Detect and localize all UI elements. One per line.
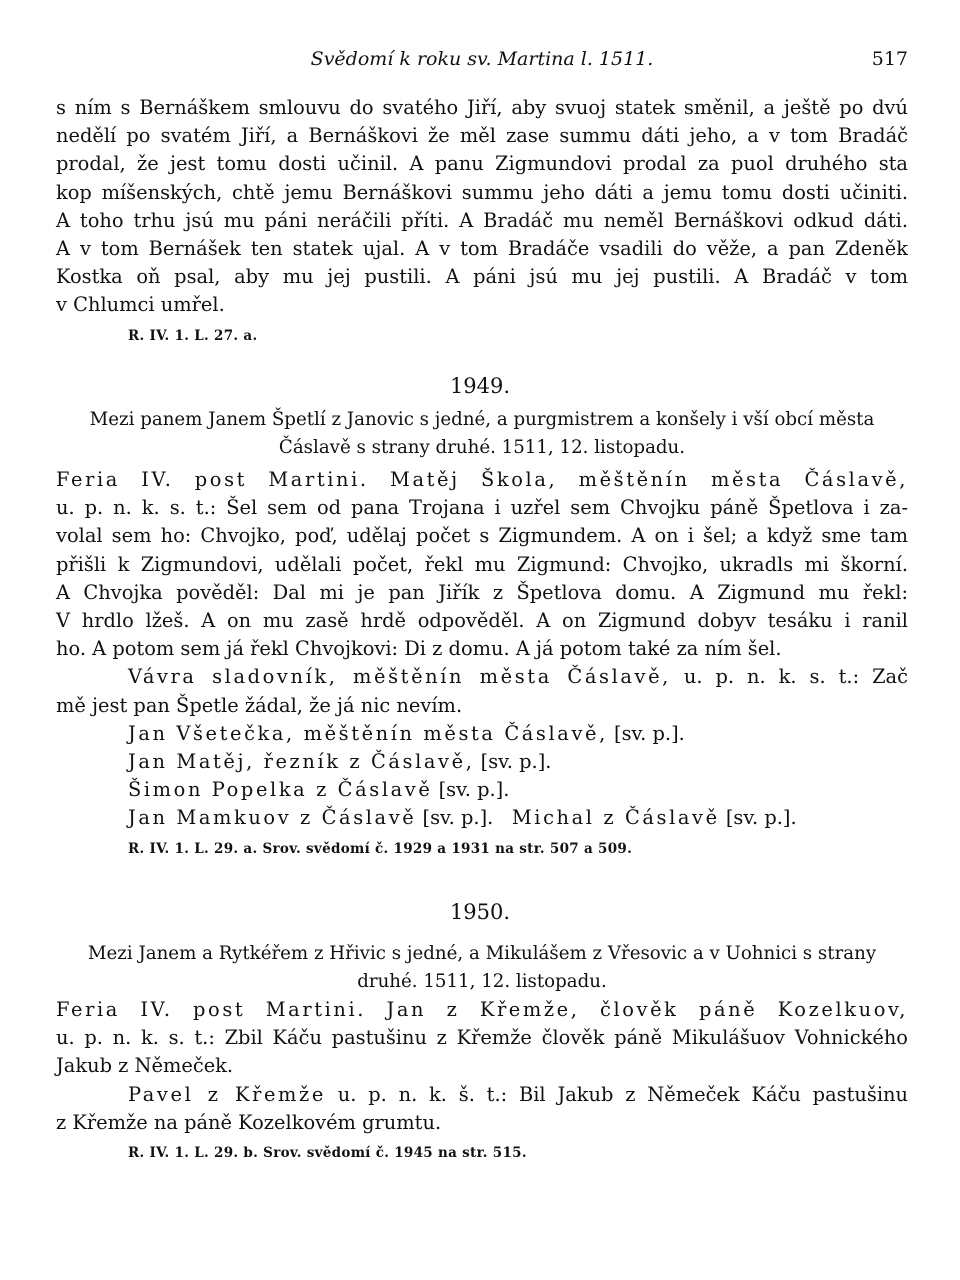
spaced-name: Jan Všetečka, měštěnín města Čáslavě, bbox=[128, 721, 608, 745]
text-fragment: [sv. p.]. bbox=[438, 778, 510, 802]
text-line bbox=[56, 804, 908, 832]
text-line: kop míšenských, chtě jemu Bernáškovi summu jeho dáti a jemu tomu dosti učiniti. bbox=[56, 180, 908, 204]
page-number: 517 bbox=[871, 48, 908, 70]
text-line: v Chlumci umřel. bbox=[56, 293, 225, 317]
spaced-name: Feria IV. post Martini. Matěj Škola, měštěnín města Čáslavě, bbox=[56, 468, 908, 491]
source-reference: R. IV. 1. L. 29. b. Srov. svědomí č. 1945 na str. 515. bbox=[128, 1145, 527, 1162]
text-line: z Křemže na páně Kozelkovém grumtu. bbox=[56, 1110, 442, 1134]
text-line: Jakub z Němeček. bbox=[56, 1054, 234, 1078]
text-line: A Chvojka pověděl: Dal mi je pan Jiřík z Špetlova domu. A Zigmund mu řekl: bbox=[56, 580, 908, 604]
headline-line: Čáslavě s strany druhé. 1511, 12. listopadu. bbox=[278, 437, 686, 458]
text-line: s ním s Bernáškem smlouvu do svatého Jiří, aby svuoj statek směnil, a ještě po dvú bbox=[56, 96, 908, 119]
text-line: nedělí po svatém Jiří, a Bernáškovi že měl zase summu dáti jeho, a v tom Bradáč bbox=[56, 124, 908, 148]
text-line: Kostka oň psal, aby mu jej pustili. A páni jsú mu jej pustili. A Bradáč v tom bbox=[56, 265, 908, 289]
text-fragment: u. p. n. k. s. t.: Zač bbox=[683, 665, 908, 689]
testimony-paragraph bbox=[56, 466, 908, 861]
source-reference: R. IV. 1. L. 27. a. bbox=[128, 327, 258, 344]
entry-headline bbox=[56, 406, 908, 462]
text-line: mě jest pan Špetle žádal, že já nic nevím. bbox=[56, 693, 463, 717]
text-line: A v tom Bernášek ten statek ujal. A v tom Bradáče vsadili do věže, a pan Zdeněk bbox=[56, 237, 908, 261]
text-line: u. p. n. k. s. t.: Šel sem od pana Trojana i uzřel sem Chvojku páně Špetlova i za- bbox=[56, 496, 908, 520]
text-line bbox=[56, 1081, 908, 1109]
testimony-paragraph bbox=[56, 996, 908, 1165]
text-fragment: [sv. p.]. bbox=[614, 721, 685, 745]
text-line bbox=[56, 466, 908, 494]
text-line: A toho trhu jsú mu páni neráčili příti. A Bradáč mu neměl Bernáškovi odkud dáti. bbox=[56, 208, 908, 232]
spaced-name: Michal z Čáslavě bbox=[511, 806, 720, 830]
entry-headline bbox=[56, 940, 908, 996]
spaced-name: Vávra sladovník, měštěnín města Čáslavě, bbox=[128, 665, 671, 689]
text-line bbox=[56, 748, 908, 776]
entry-number: 1949. bbox=[449, 374, 511, 398]
text-line bbox=[56, 996, 908, 1024]
headline-line: Mezi panem Janem Špetlí z Janovic s jedné, a purgmistrem a konšely i vší obcí města bbox=[89, 409, 875, 430]
running-head bbox=[56, 44, 908, 74]
running-title: Svědomí k roku sv. Martina l. 1511. bbox=[310, 48, 654, 70]
headline-line: Mezi Janem a Rytkéřem z Hřivic s jedné, a Mikulášem z Vřesovic a v Uohnici s strany bbox=[87, 943, 877, 964]
intro-paragraph bbox=[56, 94, 908, 348]
entry-number: 1950. bbox=[449, 900, 511, 924]
text-line: V hrdlo lžeš. A on mu zasě hrdě odpověděl. A on Zigmund dobyv tesáku i ranil bbox=[56, 609, 908, 633]
spaced-name: Jan Mamkuov z Čáslavě bbox=[128, 806, 417, 830]
spaced-name: Pavel z Křemže bbox=[128, 1082, 326, 1106]
text-line: volal sem ho: Chvojko, poď, udělaj počet s Zigmundem. A on i šel; a když sme tam bbox=[56, 524, 908, 548]
spaced-name: Šimon Popelka z Čáslavě bbox=[128, 778, 433, 802]
text-fragment: u. p. n. k. š. t.: Bil Jakub z Němeček Káču pastušinu bbox=[337, 1082, 909, 1106]
text-line bbox=[56, 663, 908, 691]
spaced-name: Jan Matěj, řezník z Čáslavě, bbox=[128, 750, 475, 774]
text-line: přišli k Zigmundovi, udělali počet, řekl mu Zigmund: Chvojko, ukradls mi škorní. bbox=[56, 552, 908, 576]
spaced-name: Feria IV. post Martini. Jan z Křemže, člověk páně Kozelkuov, bbox=[56, 998, 908, 1021]
text-line: ho. A potom sem já řekl Chvojkovi: Di z domu. A já potom také za ním šel. bbox=[56, 637, 782, 661]
text-fragment: [sv. p.]. bbox=[422, 806, 494, 830]
headline-line: druhé. 1511, 12. listopadu. bbox=[357, 971, 607, 992]
source-reference: R. IV. 1. L. 29. a. Srov. svědomí č. 1929 a 1931 na str. 507 a 509. bbox=[128, 840, 633, 857]
text-line: prodal, že jest tomu dosti učinil. A panu Zigmundovi prodal za puol druhého sta bbox=[56, 152, 908, 176]
text-line bbox=[56, 720, 908, 748]
text-line bbox=[56, 776, 908, 804]
text-fragment: [sv. p.]. bbox=[725, 806, 797, 830]
text-fragment: [sv. p.]. bbox=[480, 750, 552, 774]
text-line: u. p. n. k. s. t.: Zbil Káču pastušinu z Křemže člověk páně Mikulášuov Vohnického bbox=[56, 1026, 908, 1050]
